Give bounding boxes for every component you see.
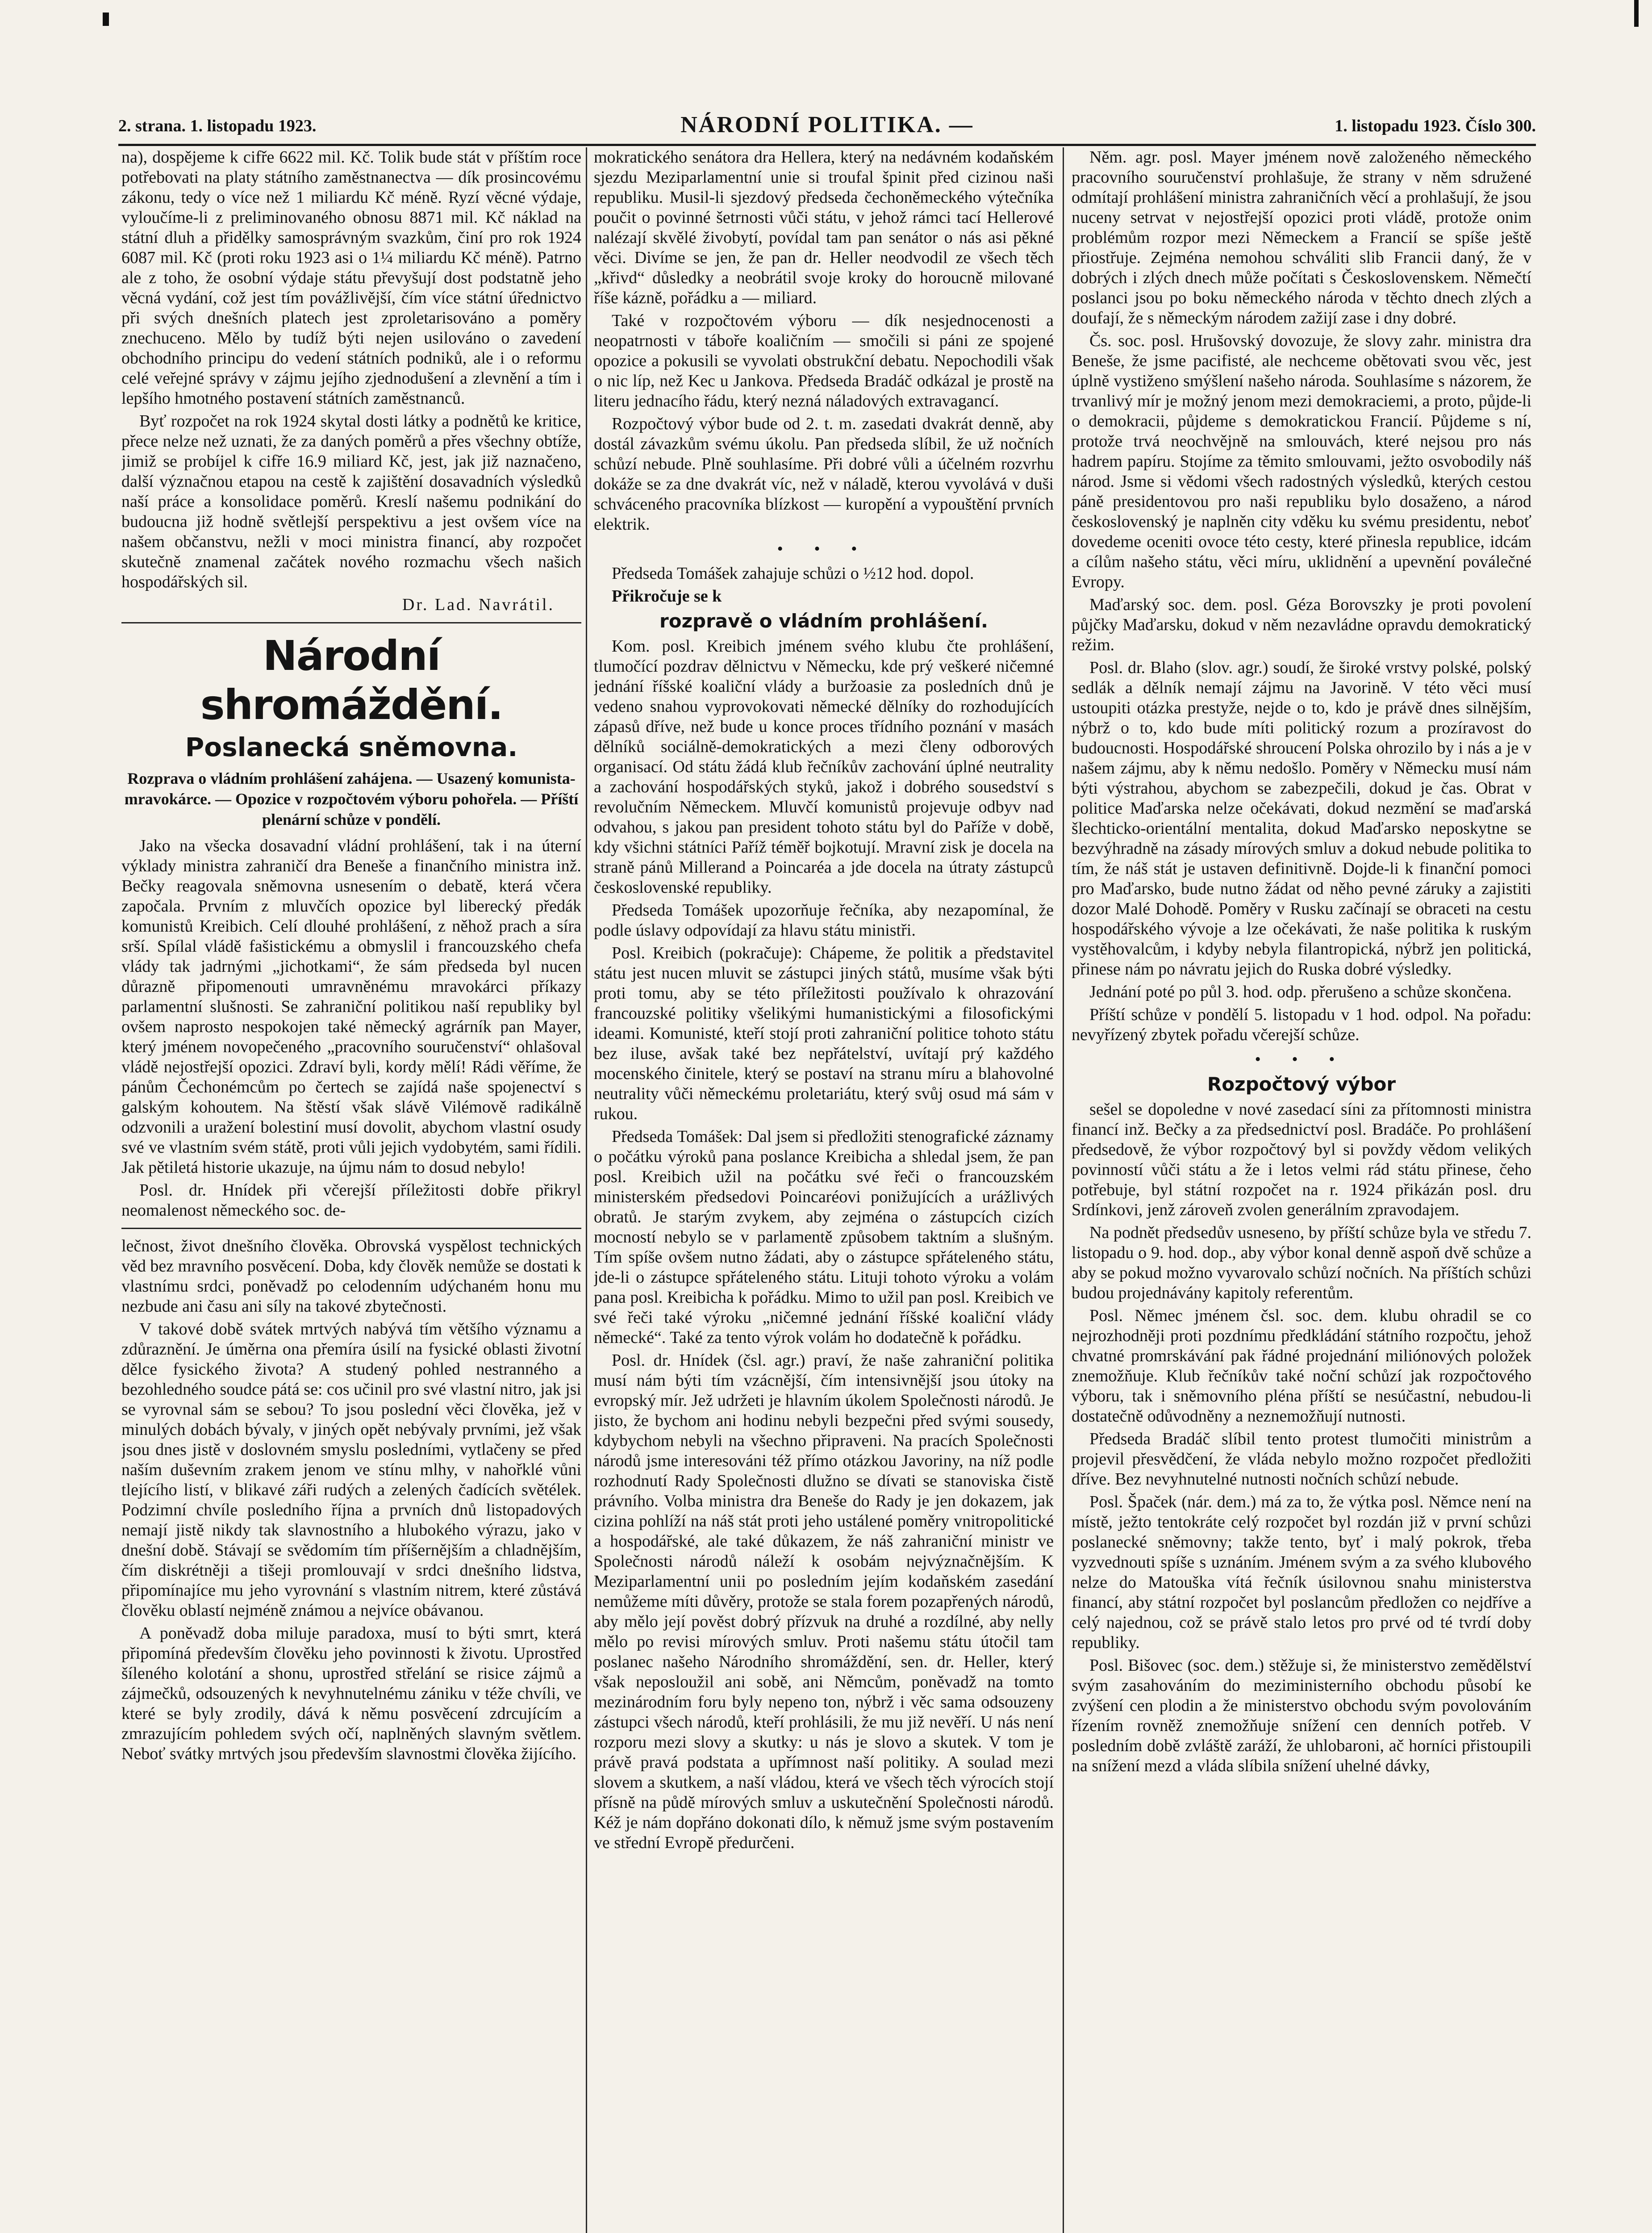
article-paragraph: Maďarský soc. dem. posl. Géza Borovszky je proti povolení půjčky Maďarsku, dokud v něm nezavládne opravdu demokratický režim. — [1072, 595, 1531, 654]
masthead — [118, 107, 1536, 147]
article-paragraph: Jednání poté po půl 3. hod. odp. přerušeno a schůze skončena. — [1089, 983, 1512, 1001]
article-paragraph: mokratického senátora dra Hellera, který na nedávném kodaňském sjezdu Meziparlamentní unie si troufal špinit před cizinou naši republiku. Musil-li sjezdový předseda čechoněmeckého výtečníka poučit o povinné šetrnosti vůči státu, v jehož rámci tací Hellerové nalézají skvělé živobytí, povídal tam pan senátor o nás asi pěkné věci. Divíme se jen, že pan dr. Heller neodvodil ze všech těch „křivd“ důsledky a neobrátil svoje kroky do horoucně milované říše kázně, pořádku a — miliard. — [594, 148, 1054, 307]
article-paragraph: Rozpočtový výbor bude od 2. t. m. zasedati dvakrát denně, aby dostál závazkům svému úkolu. Pan předseda slíbil, že už nočních schůzí nebude. Plně souhlasíme. Při dobré vůli a účelném rozvrhu dokáže se za dne dvakrát víc, než v náladě, kterou vyvolává v duši schváceného pracovníka blízkost — kuropění a vypouštění prvních elektrik. — [594, 414, 1054, 534]
column-divider — [586, 147, 587, 2233]
article-paragraph: Posl. dr. Hnídek (čsl. agr.) praví, že naše zahraniční politika musí nám býti tím vzácnější, čím intensivnější jsou útoky na evropský mír. Jež udržeti je hlavním úkolem Společnosti národů. Je jisto, že bychom ani hodinu nebyli bezpečni před svými sousedy, kdybychom nebyli na všechno připraveni. Na pracích Společnosti národů jsme interesováni též přímo otázkou Javoriny, na níž podle rozhodnutí Rady Společnosti dlužno se dívati se stanoviska čistě právního. Volba ministra dra Beneše do Rady je jen dokazem, jak cizina pohlíží na náš stát proti jeho ustálené poměry vnitropolitické a hospodářské, ale také důkazem, že náš zahraniční ministr ve Společnosti národů náleží k osobám nejvýznačnějším. K Meziparlamentní unii po posledním jejím kodaňském zasedání nemůžeme míti důvěry, protože se stala forem pozapřených národů, aby mělo její pověst dobrý přízvuk na druhé a rozdílné, aby nelly mělo po revisi mírových smluv. Proti našemu státu útočil tam poslanec našeho Národního shromáždění, sen. dr. Heller, který však neposloužil ani sobě, ani Němcům, poněvadž na tomto mezinárodním foru byly nepeno ton, nýbrž i věc sama odsouzeny zástupci všech národů, kteří prohlásili, že mu již nevěří. U nás není rozporu mezi slovy a skutky: u nás je slovo a skutek. V tom je právě pravá podstata a upřímnost naší politiky. A soulad mezi slovem a skutkem, a naší vládou, která ve všech těch výrocích stojí přísně na půdě mírových smluv a uskutečnění Společnosti národů. Kéž je nám dopřáno dokonati dílo, k němuž jsme svým postavením ve střední Evropě předurčeni. — [594, 1351, 1054, 1852]
section-title: Národní shromáždění. — [200, 632, 503, 729]
article-paragraph: Byť rozpočet na rok 1924 skytal dosti látky a podnětů ke kritice, přece nelze než uznati, že za daných poměrů a přes všechny obtíže, jimiž se probíjel k cifře 16.9 miliard Kč, jest, jak již naznačeno, další význačnou etapou na cestě k zajištění dosavadních výsledků naší práce a konsolidace poměrů. Kreslí našemu podnikání do budoucna již hodně světlejší perspektivu a jest ovšem více na našem občanstvu, nežli v moci ministra financí, aby rozpočet skutečně znamenal začátek nového rozmachu všech našich hospodářských sil. — [121, 412, 581, 591]
section-heading: rozpravě o vládním prohlášení. — [659, 610, 988, 632]
article-paragraph: Přikročuje se k — [612, 587, 722, 606]
article-paragraph: Posl. Špaček (nár. dem.) má za to, že výtka posl. Němce není na místě, ježto tentokráte celý rozpočet byl rozdán již v první schůzi poslanecké sněmovny; takže tento, byť i malý pokrok, třeba vyzvednouti spíše s uznáním. Jménem svým a za svého klubového nelze do Matouška vítá řečník úsilovnou snahu ministerstva financí, aby státní rozpočet byl poslancům předložen co nejdříve a celý najednou, což se právě stalo letos pro prvé od té tvrdí doby republiky. — [1072, 1493, 1531, 1652]
section-separator: • • • — [777, 539, 871, 558]
article-paragraph: Něm. agr. posl. Mayer jménem nově založeného německého pracovního souručenství prohlašuje, že strany v něm sdružené odmítají prohlášení ministra zahraničních věcí a prohlašují, že jsou nuceny setrvat v nejostřejší opozici proti vládě, protože onim problémům rozpor mezi Německem a Francií se spíše ještě přiostřuje. Zejména nemohou schváliti slib Francii daný, že v dobrých i zlých dnech může počítati s Československem. Němečtí poslanci jsou po boku německého národa v těchto dnech zlých a doufají, že s německým národem zažijí zase i dny dobré. — [1072, 148, 1531, 327]
column-1 — [121, 147, 581, 2233]
article-deck: Rozprava o vládním prohlášení zahájena. — Usazený komunista-mravokárce. — Opozice v rozpočtovém výboru pohořela. — Příští plenární schůze v pondělí. — [124, 769, 579, 828]
article-paragraph: Také v rozpočtovém výboru — dík nesjednocenosti a neopatrnosti v táboře koaličním — smočili si páni ze spojené opozice a pokusili se vyvolati obstrukční debatu. Nepochodili však o nic líp, než Kec u Jankova. Předseda Bradáč odkázal je prostě na literu jednacího řádu, který nezná náladových extravagancí. — [594, 311, 1054, 410]
print-mark — [103, 13, 109, 26]
article-paragraph: Čs. soc. posl. Hrušovský dovozuje, že slovy zahr. ministra dra Beneše, že jsme pacifisté, ale nechceme obětovati svou věc, jest úplně vystiženo smýšlení našeho národa. Souhlasíme s názorem, že trvanlivý mír je možný jenom mezi demokraciemi, a proto, půjde-li o demokracii, půjdeme s demokratickou Francií. Půjdeme s ní, protože trvá neochvějně na smlouvách, které nejsou pro nás hadrem papíru. Stojíme za těmito smlouvami, ježto osvobodily náš národ. Jsme si vědomi všech radostných výsledků, kterých cestou páně presidentovou pro naši republiku bylo dosaženo, a národ československý je naplněn city vděku ku svému presidentu, neboť dovedeme oceniti ovoce této cesty, které přinesla republice, idcám a cílům našeho státu, věci míru, uklidnění a upevnění poválečné Evropy. — [1072, 331, 1531, 591]
section-heading: Rozpočtový výbor — [1207, 1073, 1396, 1095]
masthead-title: NÁRODNÍ POLITIKA. — — [680, 112, 974, 138]
column-3 — [1072, 147, 1531, 2233]
article-paragraph: Posl. Bišovec (soc. dem.) stěžuje si, že ministerstvo zemědělství svým zasahováním do meziministerního obchodu působí ke zvýšení cen plodin a že ministerstvo obchodu svým povolováním řízením rovněž znemožňuje snížení cen denních potřeb. V posledním době zvláště zaráží, že uhlobaroni, ač horníci přistoupili na snížení mezd a vláda slíbila snížení uhelné dávky, — [1072, 1656, 1531, 1775]
feuilleton-paragraph: lečnost, život dnešního člověka. Obrovská vyspělost technických věd bez mravního posvěcení. Doba, kdy člověk nemůže se dostati k vlastnímu srdci, poněvadž po celodenním udýchaném honu mu nezbude ani času ani síly na takové zbytečnosti. — [121, 1237, 581, 1316]
article-paragraph: Předseda Tomášek zahajuje schůzi o ½12 hod. dopol. — [612, 564, 974, 583]
top-rule — [118, 144, 1536, 146]
print-mark — [1634, 0, 1639, 27]
article-paragraph: Jako na všecka dosavadní vládní prohlášení, tak i na úterní výklady ministra zahraničí dra Beneše a finančního ministra inž. Bečky reagovala sněmovna usnesením o debatě, která včera započala. Prvním z mluvčích opozice byl liberecký předák komunistů Kreibich. Celí dlouhé prohlášení, z něhož prach a síra srší. Spílal vládě fašistickému a obmyslil i francouzského chefa vlády tak jadrnými „jichotkami“, že sám předseda byl nucen důrazně připomenouti umravněnému mravokárci příkazy parlamentní slušnosti. Se zahraniční politikou naší republiky byl ovšem naprosto nespokojen také německý agrárník pan Mayer, který jménem novopečeného „pracovního souručenství“ ohlašoval vládě nejostřejší opozici. Zdraví byli, kordy mělí! Rádi věříme, že pánům Čechonémcům po čertech se zajídá naše spojenectví s galským kohoutem. Na štěstí však slávě Vilémově radikálně odzvonili a uražení bolestiní musí dovolit, abychom vlastní osudy své ve vlastním svém státě, proti vůli jejich vydobytém, sami řídili. Jak pětiletá historie ukazuje, na újmu nám to dosud nebylo! — [121, 836, 581, 1177]
article-paragraph: Posl. Němec jménem čsl. soc. dem. klubu ohradil se co nejrozhodněji proti pozdnímu předkládání státního rozpočtu, jehož chvatné promrskávání pak řádné projednání miliónových položek znemožňuje. Klub řečníkův také noční schůzí jak rozpočtového výboru, tak i sněmovního pléna příští se nesúčastní, nebudou-li dostatečně odůvodněny a neznemožňují nutnosti. — [1072, 1306, 1531, 1426]
article-paragraph: na), dospějeme k cifře 6622 mil. Kč. Tolik bude stát v příštím roce potřebovati na platy státního zaměstnanectva — dík prosincovému zákonu, tedy o více než 1 miliardu Kč méně. Ryzí věcné výdaje, vyloučíme-li z preliminovaného obnosu 8871 mil. Kč náklad na státní dluh a přidělky samosprávným svazkům, činí pro rok 1924 6087 mil. Kč (proti roku 1923 asi o 1¼ miliardu Kč méně). Patrno ale z toho, že osobní výdaje státu převyšují dost podstatně jeho věcná vydání, což jest tím povážlivější, čím více státní úřednictvo při svých dnešních platech jest zproletarisováno a poměry znechuceno. Mělo by tudíž býti nejen usilováno o zavedení obchodního principu do vedení státních podniků, ale i o reformu celé veřejné správy v zájmu jejího zjednodušení a zlevnění a tím i lepšího hmotného postavení státních zaměstnanců. — [121, 148, 581, 408]
article-paragraph: Předseda Tomášek upozorňuje řečníka, aby nezapomínal, že podle úslavy odpovídají za hlavu státu ministři. — [594, 901, 1054, 940]
article-paragraph: sešel se dopoledne v nové zasedací síni za přítomnosti ministra financí inž. Bečky a za předsednictví posl. Bradáče. Po prohlášení předsedově, že výbor rozpočtový byl si povždy vědom velikých povinností vůči státu a že i letos velmi rád státu přinese, čeho potřebuje, byl státní rozpočet na r. 1924 přikázán posl. dru Srdínkovi, jenž zároveň zvolen generálním zpravodajem. — [1072, 1100, 1531, 1219]
feuilleton-paragraph: A poněvadž doba miluje paradoxa, musí to býti smrt, která připomíná především člověku jeho povinnosti k životu. Uprostřed šíleného kolotání a shonu, uprostřed střelání se risice zájmů a zájmečků, odsouzených k nevyhnutelnému zániku v téže chvíli, ve které se byly zrodily, dává k němu posvěcení zdrcujícím a zmrazujícím pohledem svých očí, naplněných slavným světlem. Neboť svátky mrtvých jsou především slavnostmi člověka žijícího. — [121, 1624, 581, 1763]
article-paragraph: Kom. posl. Kreibich jménem svého klubu čte prohlášení, tlumočící pozdrav dělnictvu v Německu, kde prý veškeré ničemné jednání říšské koaliční vlády a buržoasie za posledních dnů je vedeno snahou vyprovokovati německé dělníky do rozhodujících zápasů dříve, než bude u konce proces třídního poznání v masách dělníků sociálně-demokratických a mezi členy odborových organisací. Od státu žádá klub řečníkův zachování úplné neutrality a zachování hospodářských styků, jakož i dobrého sousedství s revolučním Německem. Mluvčí komunistů projevuje odbyv nad odvahou, s jakou pan president tohoto státu byl do Paříže v době, kdy všichni státníci Paříž téměř bojkotují. Mravní zisk je docela na straně pánů Millerand a Poincaréa a jde docela na útraty zástupců československé republiky. — [594, 637, 1054, 897]
article-paragraph: Předseda Tomášek: Dal jsem si předložiti stenografické záznamy o počátku výroků pana poslance Kreibicha a shledal jsem, že pan posl. Kreibich užil na počátku své řeči o francouzském ministerském předsedovi Poincaréovi ponižujících a urážlivých obratů. Je starým zvykem, aby zejména o zástupcích cizích mocností nebylo se v parlamentě způsobem taktním a slušným. Tím spíše ovšem nutno žádati, aby o zástupce spřáteleného státu, jde-li o zástupce spřáteleného státu. Lituji tohoto výroku a volám pana posl. Kreibicha k pořádku. Mimo to užil pan posl. Kreibich ve své řeči také výroku „ničemné jednání říšské koaliční vlády německé“. Také za tento výrok volám ho dodatečně k pořádku. — [594, 1127, 1054, 1347]
article-paragraph: Příští schůze v pondělí 5. listopadu v 1 hod. odpol. Na pořadu: nevyřízený zbytek pořadu včerejší schůze. — [1072, 1005, 1531, 1044]
masthead-right: 1. listopadu 1923. Číslo 300. — [1335, 117, 1536, 135]
article-paragraph: Předseda Bradáč slíbil tento protest tlumočiti ministrům a projevil přesvědčení, že vláda nebylo možno rozpočet předložiti dříve. Bez nevyhnutelné nutnosti nočních schůzí nebude. — [1072, 1430, 1531, 1489]
divider — [121, 622, 581, 623]
article-paragraph: Na podnět předsedův usneseno, by příští schůze byla ve středu 7. listopadu o 9. hod. dop., aby výbor konal denně aspoň dvě schůze a aby se pokud možno vyvarovalo schůzí nočních. Na příštích schůzi budou projednávány kapitoly referentům. — [1072, 1223, 1531, 1302]
article-paragraph: Posl. dr. Blaho (slov. agr.) soudí, že široké vrstvy polské, polský sedlák a dělník nemají zájmu na Javorině. V této věci musí ustoupiti otázka prestyže, nejde o to, kdo je právě dnes silnějším, nýbrž o to, kdo bude míti politický rozum a prozíravost do budoucnosti. Hospodářské shroucení Polska ohrozilo by i nás a je v našem zájmu, aby k němu nedošlo. Poměry v Německu musí nám býti výstrahou, abychom se zabezpečili, dokud je čas. Obrat v politice Maďarska nelze očekávati, dokud nezmění se maďarská šlechticko-orientální mentalita, dokud Maďarsko neposkytne se bezvýhradně na zásady mírových smluv a dokud nebude politika to tím, že náš stát je ustaven definitivně. Dojde-li k finanční pomoci pro Maďarsko, bude nutno žádat od něho pevné záruky a zajistiti dozor Malé Dohodě. Poměry v Rusku začínají se obraceti na cestu hospodářského vývoje a lze očekávati, že naše politika k ruským vystěhovalcům, i kdyby nebyla filantropická, nýbrž jen politická, přinese nám po návratu jejich do Ruska dobré výsledky. — [1072, 658, 1531, 979]
feuilleton-paragraph: V takové době svátek mrtvých nabývá tím většího významu a zdůraznění. Je úměrna ona přemíra úsilí na fysické oblasti životní dělce fysického života? A studený pohled nestranného a bezohledného soudce pátá se: cos učinil pro své vlastní nitro, jak jsi se vyrovnal sám se sebou? To jsou poslední věci člověka, jež v minulých dobách bývaly, v jiných opět nebývaly prvními, jež však jsou dnes jistě v doslovném smyslu posledními, vytlačeny se před naším duševním zrakem jenom ve stínu mlhy, v nahořklé vůni tlejícího listí, v blikavé záři rudých a zelených čadících světélek. Podzimní chvíle posledního října a prvních dnů listopadových nemají jistě nikdy tak slavnostního a hlubokého výrazu, jako v dnešní době. Stávají se svědomím tím příšernějším a chladnějším, čím diskrétněji a tišeji promlouvají v srdci dnešního lidstva, připomínajíce mu jeho vyrovnání s vlastním nitrem, které zůstává člověku oblastí nejméně známou a nejvíce obávanou. — [121, 1320, 581, 1620]
section-subtitle: Poslanecká sněmovna. — [185, 732, 518, 762]
article-signature: Dr. Lad. Navrátil. — [402, 595, 555, 614]
article-paragraph: Posl. dr. Hnídek při včerejší příležitosti dobře přikryl neomalenost německého soc. de- — [121, 1181, 581, 1220]
column-2 — [594, 147, 1054, 2233]
divider — [121, 1228, 581, 1229]
section-separator: • • • — [1255, 1050, 1348, 1069]
column-divider — [1063, 147, 1064, 2233]
masthead-left: 2. strana. 1. listopadu 1923. — [118, 117, 317, 135]
article-paragraph: Posl. Kreibich (pokračuje): Chápeme, že politik a představitel státu jest nucen mluvit se zástupci jiných států, musíme však býti proti tomu, aby se této příležitosti používalo k ohrazování francouzské politiky všelikými humanistickými a filosofickými ideami. Komunisté, kteří stojí proti zahraniční politice tohoto státu bez iluse, avšak také bez nepřátelství, uvítají prý každého mocenského činitele, který se postaví na stranu míru a blahovolné neutrality vůči německému proletariátu, který svůj osud má sám v rukou. — [594, 944, 1054, 1123]
